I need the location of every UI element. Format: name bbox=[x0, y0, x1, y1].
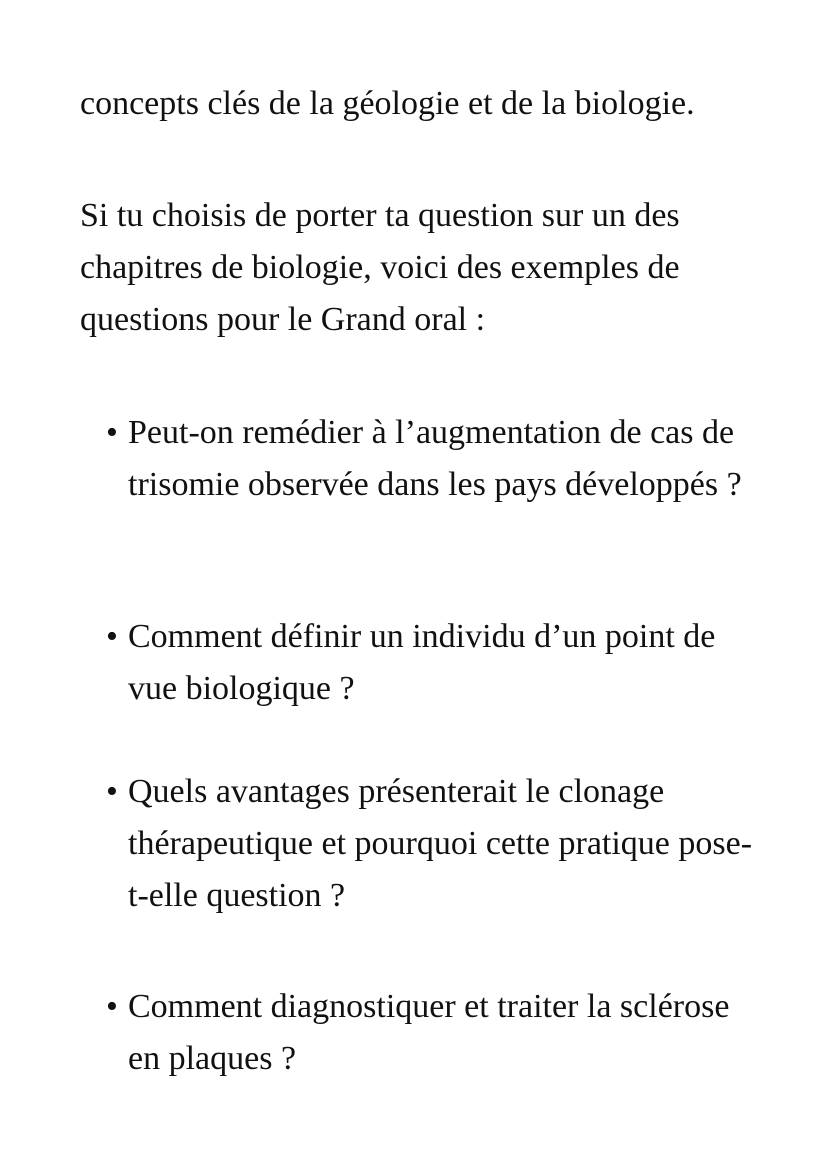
question-item bbox=[106, 766, 768, 922]
question-text: Quels avantages présenterait le clonage thérapeutique et pourquoi cette pratique pose-t-elle question ? bbox=[128, 773, 753, 914]
bullet-icon: • bbox=[106, 988, 118, 1025]
bullet-icon: • bbox=[106, 773, 118, 810]
question-item bbox=[106, 611, 768, 715]
question-item bbox=[106, 981, 768, 1085]
question-text: Comment diagnostiquer et traiter la sclérose en plaques ? bbox=[128, 988, 730, 1077]
question-item bbox=[106, 407, 768, 511]
bullet-icon: • bbox=[106, 414, 118, 451]
bullet-icon: • bbox=[106, 618, 118, 655]
question-text: Comment définir un individu d’un point de vue biologique ? bbox=[128, 618, 716, 707]
intro-paragraph-continuation: concepts clés de la géologie et de la biologie. bbox=[80, 85, 695, 122]
question-text: Peut-on remédier à l’augmentation de cas de trisomie observée dans les pays développés ? bbox=[128, 414, 742, 503]
intro-paragraph-questions: Si tu choisis de porter ta question sur un des chapitres de biologie, voici des exemples de questions pour le Grand oral : bbox=[80, 197, 680, 338]
